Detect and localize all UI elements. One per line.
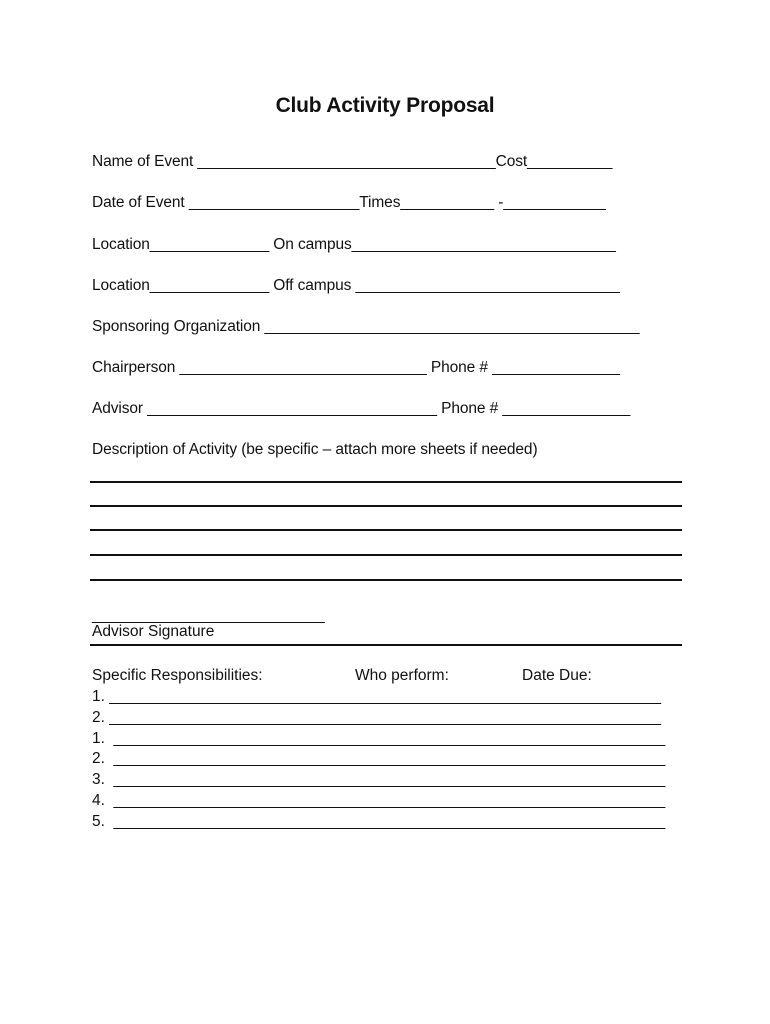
page-title: Club Activity Proposal — [275, 94, 495, 117]
description-line[interactable] — [90, 529, 682, 531]
advisor-signature-line[interactable]: ___________________________ — [92, 607, 325, 624]
section-divider — [90, 644, 682, 646]
responsibility-row[interactable]: 1. ________________________________________________________________ — [92, 688, 661, 705]
chairperson-field[interactable]: Chairperson _____________________________ Phone # _______________ — [92, 359, 620, 376]
location-on-campus-field[interactable]: Location______________ On campus_______________________________ — [92, 236, 616, 253]
description-line[interactable] — [90, 579, 682, 581]
responsibility-row[interactable]: 2. ________________________________________________________________ — [92, 709, 661, 726]
sponsoring-organization-field[interactable]: Sponsoring Organization ____________________________________________ — [92, 318, 640, 335]
responsibility-row[interactable]: 4. ________________________________________________________________ — [92, 792, 666, 809]
name-of-event-field[interactable]: Name of Event ___________________________________Cost__________ — [92, 153, 613, 170]
advisor-signature-label: Advisor Signature — [92, 623, 215, 640]
description-line[interactable] — [90, 505, 682, 507]
advisor-field[interactable]: Advisor __________________________________ Phone # _______________ — [92, 400, 631, 417]
description-line[interactable] — [90, 554, 682, 556]
responsibility-row[interactable]: 1. ________________________________________________________________ — [92, 730, 666, 747]
responsibilities-header: Specific Responsibilities: — [92, 667, 263, 684]
responsibility-row[interactable]: 3. ________________________________________________________________ — [92, 771, 666, 788]
description-line[interactable] — [90, 481, 682, 483]
who-perform-header: Who perform: — [355, 667, 449, 684]
description-label: Description of Activity (be specific – attach more sheets if needed) — [92, 441, 538, 458]
responsibility-row[interactable]: 5. ________________________________________________________________ — [92, 813, 666, 830]
location-off-campus-field[interactable]: Location______________ Off campus _______________________________ — [92, 277, 620, 294]
responsibility-row[interactable]: 2. ________________________________________________________________ — [92, 750, 666, 767]
date-due-header: Date Due: — [522, 667, 592, 684]
date-of-event-field[interactable]: Date of Event ____________________Times___________ -____________ — [92, 194, 606, 211]
